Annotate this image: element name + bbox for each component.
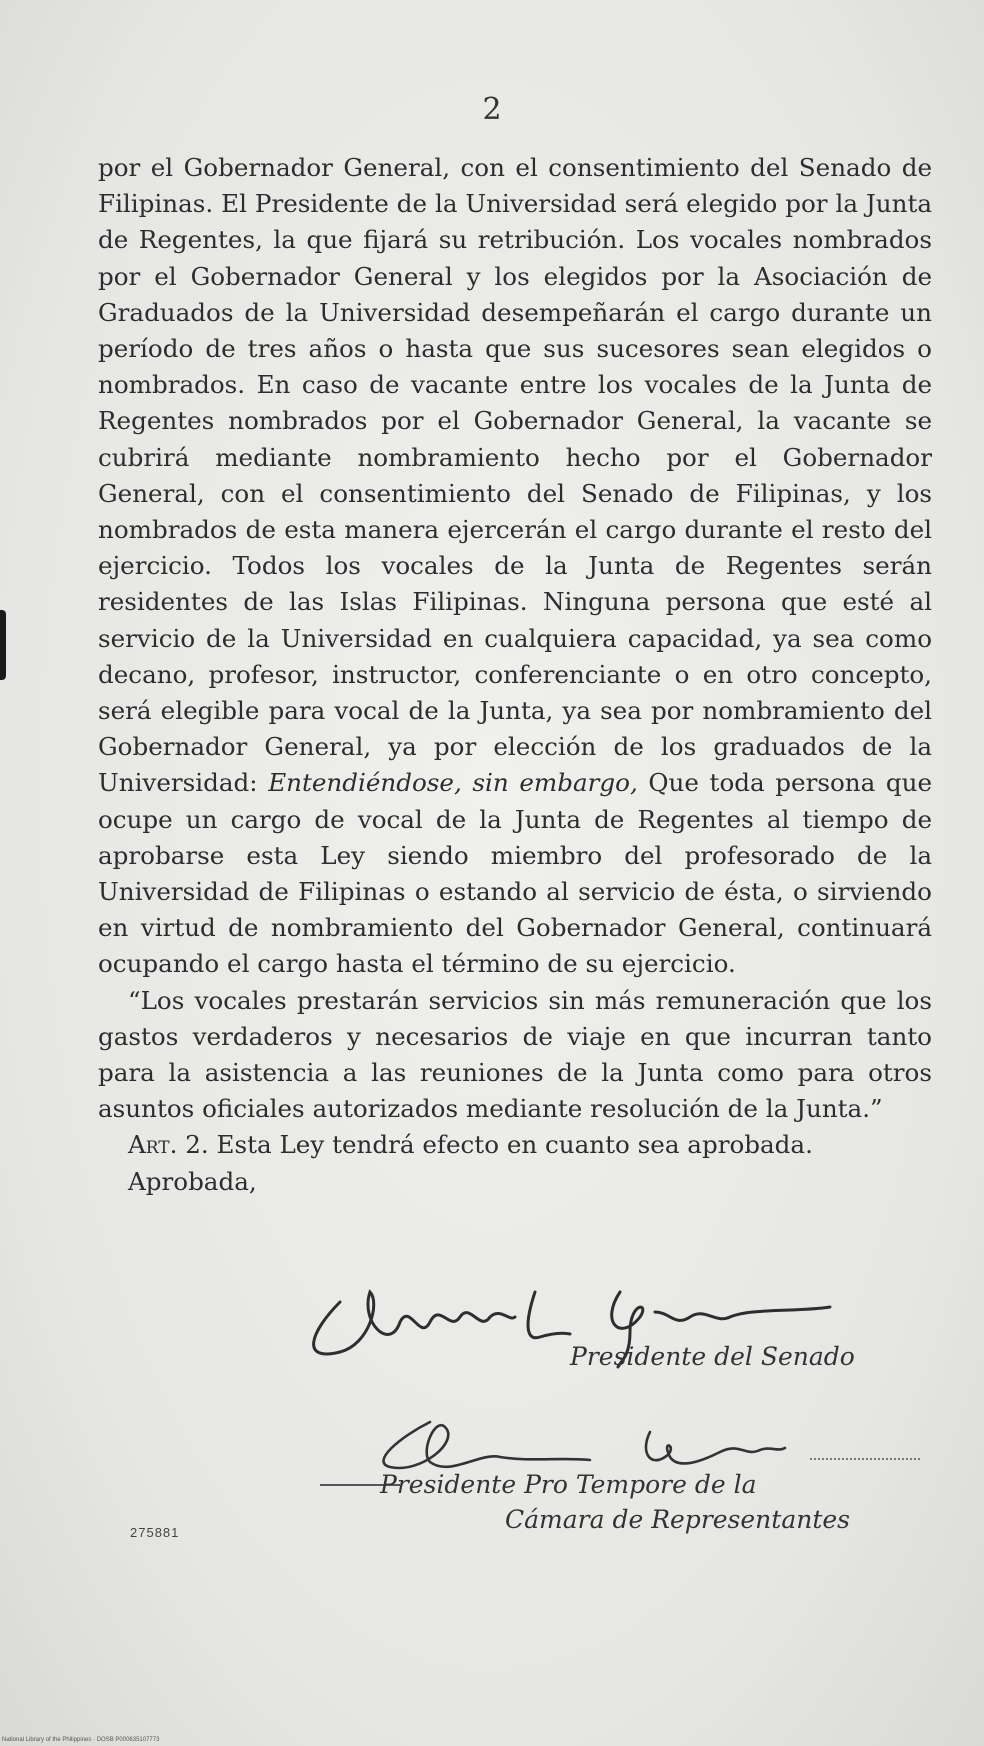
scan-edge-mark bbox=[0, 610, 6, 680]
paragraph-article-2 bbox=[98, 1127, 932, 1163]
signature-dotted-line bbox=[810, 1458, 920, 1460]
proviso-text: Que toda persona que ocupe un cargo de vocal de la Junta de Regentes al tiempo de aprobarse esta Ley siendo miembro del profesorado de la Universidad de Filipinas o estando al servicio de ésta, o sirviendo en virtud de nombramiento del Gobernador General, continuará ocupando el cargo hasta el término de su ejercicio. bbox=[98, 768, 933, 979]
paragraph-main: por el Gobernador General, con el consentimiento del Senado de Filipinas. El Presidente de la Universidad será elegido por la Junta de Regentes, la que fijará su retribución. Los vocales nombrados por el Gobernador General y los elegidos por la Asociación de Graduados de la Universidad desempeñarán el cargo durante un período de tres años o hasta que sus sucesores sean elegidos o nombrados. En caso de vacante entre los vocales de la Junta de Regentes nombrados por el Gobernador General, la vacante se cubrirá mediante nombramiento hecho por el Gobernador General, con el consentimiento del Senado de Filipinas, y los nombrados de esta manera ejercerán el cargo durante el resto del ejercicio. Todos los vocales de la Junta de Regentes serán residentes de las Islas Filipinas. Ninguna persona que esté al servicio de la Universidad en cualquiera capacidad, ya sea como decano, profesor, instructor, conferenciante o en otro concepto, será elegible para vocal de la Junta, ya sea por nombramiento del Gobernador General, ya por elección de los graduados de la Universidad: bbox=[98, 153, 932, 798]
paragraph-remuneration: “Los vocales prestarán servicios sin más remuneración que los gastos verdaderos y necesarios de viaje en que incurran tanto para la asistencia a las reuniones de la Junta como para otros asuntos oficiales autorizados mediante resolución de la Junta.” bbox=[98, 985, 932, 1124]
footer-credit: National Library of the Philippines · DOSB P000635107773 bbox=[2, 1737, 160, 1743]
house-president-label-line1: Presidente Pro Tempore de la bbox=[380, 1470, 757, 1499]
body-text bbox=[98, 150, 932, 1200]
proviso-phrase: Entendiéndose, sin embargo, bbox=[268, 768, 638, 798]
house-president-label-line2: Cámara de Representantes bbox=[505, 1505, 851, 1534]
page-number: 2 bbox=[482, 92, 502, 127]
senate-president-label: Presidente del Senado bbox=[570, 1342, 855, 1371]
paragraph-board-of-regents bbox=[98, 150, 932, 983]
article-text: Esta Ley tendrá efecto en cuanto sea aprobada. bbox=[216, 1130, 813, 1160]
document-code: 275881 bbox=[130, 1525, 180, 1540]
article-label: Art. 2. bbox=[128, 1130, 209, 1160]
approved-line: Aprobada, bbox=[128, 1166, 257, 1196]
